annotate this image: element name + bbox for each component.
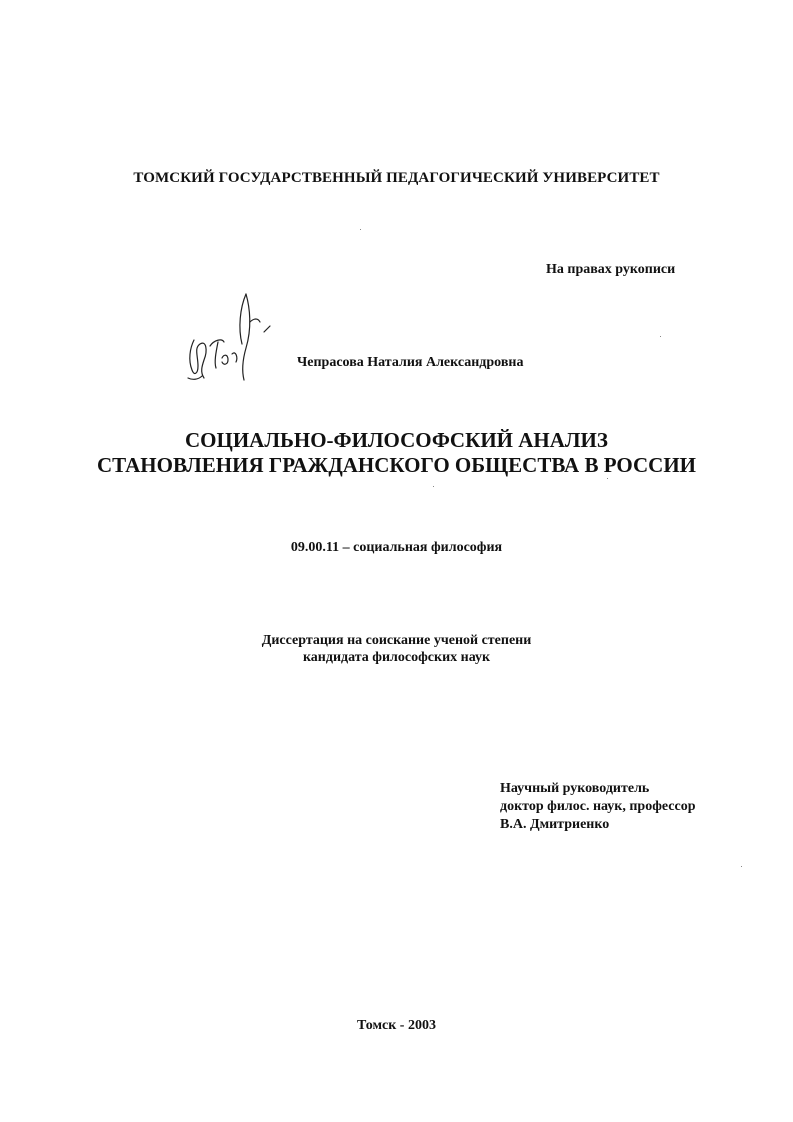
title-line-2: СТАНОВЛЕНИЯ ГРАЖДАНСКОГО ОБЩЕСТВА В РОССИИ [96,453,697,477]
university-name: ТОМСКИЙ ГОСУДАРСТВЕННЫЙ ПЕДАГОГИЧЕСКИЙ УНИВЕРСИТЕТ [133,170,660,186]
dissertation-title [0,428,793,478]
specialty-code: 09.00.11 – социальная философия [290,540,503,555]
author-name: Чепрасова Наталия Александровна [297,355,524,370]
scan-speck [360,229,361,230]
degree-line-1: Диссертация на соискание ученой степени [261,633,532,648]
signature-icon [180,288,272,384]
supervisor-credentials: доктор филос. наук, профессор [500,799,696,814]
supervisor-label: Научный руководитель [500,781,650,796]
supervisor-name: В.А. Дмитриенко [500,817,610,832]
title-line-1: СОЦИАЛЬНО-ФИЛОСОФСКИЙ АНАЛИЗ [185,428,608,452]
scan-speck [660,336,661,337]
degree-line-2: кандидата философских наук [302,650,491,665]
scan-speck [433,486,434,487]
city-year: Томск - 2003 [357,1018,436,1033]
scan-speck [607,478,608,479]
supervisor-block [500,780,696,834]
degree-statement [0,632,793,666]
manuscript-note: На правах рукописи [546,262,676,277]
scan-speck [741,866,742,867]
